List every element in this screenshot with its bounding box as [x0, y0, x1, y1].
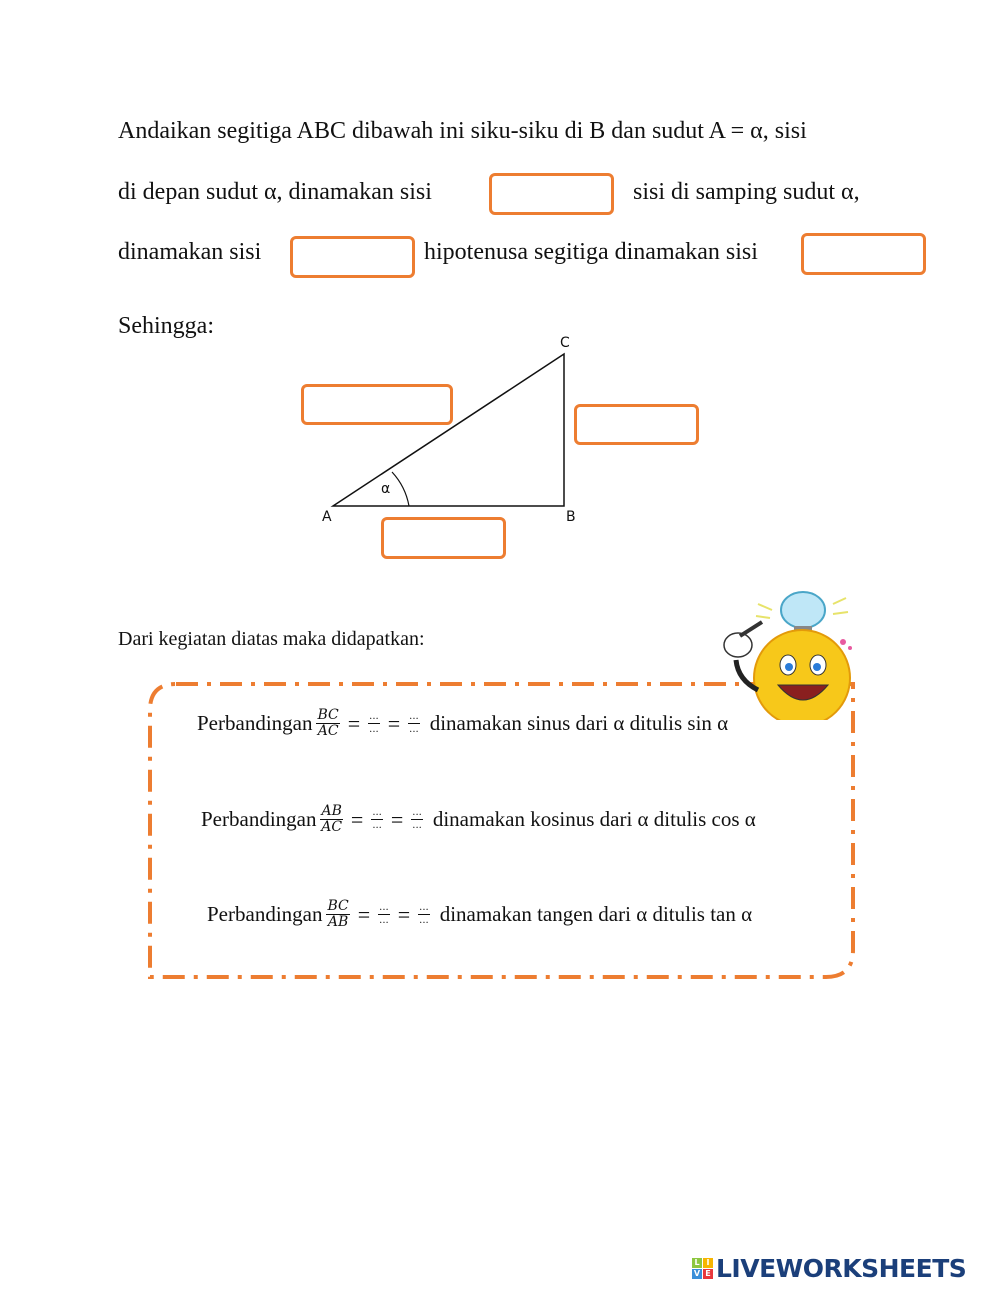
result-intro: Dari kegiatan diatas maka didapatkan:	[118, 628, 425, 650]
vertex-b-label: B	[566, 509, 576, 525]
logo-text: LIVEWORKSHEETS	[716, 1254, 967, 1283]
intro-line-3a: dinamakan sisi	[118, 239, 262, 265]
equation-prefix: Perbandingan	[207, 902, 323, 926]
equation-suffix: dinamakan tangen dari α ditulis tan α	[439, 902, 753, 926]
ratio-fraction: $\frac{BC}{AC}$	[317, 707, 339, 739]
liveworksheets-logo	[692, 1254, 966, 1283]
vertex-a-label: A	[322, 509, 332, 525]
blank-fraction-2: $\frac{...}{...}$	[419, 902, 429, 926]
ratio-fraction: $\frac{BC}{AB}$	[327, 898, 349, 930]
intro-line-3b: hipotenusa segitiga dinamakan sisi	[424, 239, 758, 265]
logo-squares-icon: L I V E	[692, 1258, 713, 1279]
sine-equation: Perbandingan $\frac{BC}{AC}$ = $\frac{...}{...}$ = $\frac{...}{...}$ dinamakan sinus dari α ditulis sin α	[197, 707, 729, 739]
intro-line-1: Andaikan segitiga ABC dibawah ini siku-siku di B dan sudut A = α, sisi	[118, 118, 807, 144]
intro-line-2b: sisi di samping sudut α,	[633, 179, 860, 205]
blank-fraction-1: $\frac{...}{...}$	[379, 902, 389, 926]
equation-suffix: dinamakan kosinus dari α ditulis cos α	[432, 807, 756, 831]
equation-suffix: dinamakan sinus dari α ditulis sin α	[429, 711, 729, 735]
ratio-fraction: $\frac{AB}{AC}$	[321, 803, 343, 835]
sehingga-label: Sehingga:	[118, 313, 214, 339]
cosine-equation: Perbandingan $\frac{AB}{AC}$ = $\frac{...}{...}$ = $\frac{...}{...}$ dinamakan kosinus dari α ditulis cos α	[201, 803, 756, 835]
angle-alpha-label: α	[381, 481, 391, 497]
smiley-lightbulb-icon	[718, 590, 863, 720]
blank-fraction-2: $\frac{...}{...}$	[412, 807, 422, 831]
intro-line-2a: di depan sudut α, dinamakan sisi	[118, 179, 432, 205]
vertex-c-label: C	[560, 335, 570, 351]
blank-fraction-2: $\frac{...}{...}$	[409, 711, 419, 735]
equation-prefix: Perbandingan	[201, 807, 317, 831]
tangent-equation: Perbandingan $\frac{BC}{AB}$ = $\frac{...}{...}$ = $\frac{...}{...}$ dinamakan tangen dari α ditulis tan α	[207, 898, 753, 930]
blank-fraction-1: $\frac{...}{...}$	[369, 711, 379, 735]
blank-fraction-1: $\frac{...}{...}$	[372, 807, 382, 831]
equation-prefix: Perbandingan	[197, 711, 313, 735]
